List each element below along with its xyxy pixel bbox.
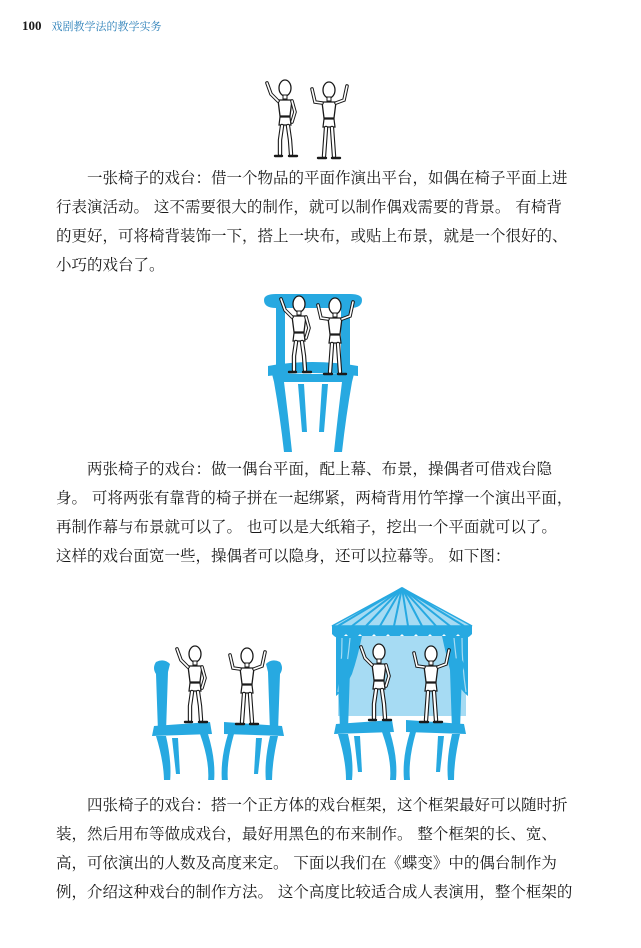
paragraph-two-chair-stage bbox=[56, 455, 576, 571]
text-line: 再制作幕与布景就可以了。 也可以是大纸箱子，挖出一个平面就可以了。 bbox=[56, 518, 557, 536]
page-header bbox=[22, 18, 162, 38]
paragraph-one-chair-stage bbox=[56, 164, 576, 280]
text-line: 身。 可将两张有靠背的椅子拼在一起绑紧，两椅背用竹竿撑一个演出平面， bbox=[56, 489, 573, 507]
text-line: 高，可依演出的人数及高度来定。 下面以我们在《蝶变》中的偶台制作为 bbox=[56, 854, 557, 872]
text-line: 例，介绍这种戏台的制作方法。 这个高度比较适合成人表演用，整个框架的 bbox=[56, 883, 573, 901]
text-line: 小巧的戏台了。 bbox=[56, 256, 165, 274]
mannequin-figure bbox=[230, 648, 265, 724]
canopy-chair-stage-illustration bbox=[328, 586, 476, 780]
mannequin-figure bbox=[267, 80, 297, 156]
paragraph-four-chair-stage bbox=[56, 791, 576, 907]
single-chair-stage-illustration bbox=[262, 292, 364, 454]
two-chair-stage-illustration bbox=[146, 640, 294, 780]
text-line: 一张椅子的戏台：借一个物品的平面作演出平台，如偶在椅子平面上进 bbox=[87, 169, 568, 187]
mannequins-illustration bbox=[256, 74, 366, 162]
mannequin-figure bbox=[177, 646, 207, 722]
text-line: 这样的戏台面宽一些，操偶者可以隐身，还可以拉幕等。 如下图： bbox=[56, 547, 511, 565]
page-number: 100 bbox=[22, 18, 42, 33]
text-line: 装，然后用布等做成戏台，最好用黑色的布来制作。 整个框架的长、宽、 bbox=[56, 825, 557, 843]
running-title: 戏剧教学法的教学实务 bbox=[51, 20, 162, 33]
text-line: 两张椅子的戏台：做一偶台平面，配上幕、布景，操偶者可借戏台隐 bbox=[87, 460, 553, 478]
text-line: 的更好，可将椅背装饰一下，搭上一块布，或贴上布景，就是一个很好的、 bbox=[56, 227, 568, 245]
text-line: 行表演活动。 这不需要很大的制作，就可以制作偶戏需要的背景。 有椅背 bbox=[56, 198, 562, 216]
text-line: 四张椅子的戏台：搭一个正方体的戏台框架，这个框架最好可以随时折 bbox=[87, 796, 568, 814]
mannequin-figure bbox=[312, 82, 347, 158]
